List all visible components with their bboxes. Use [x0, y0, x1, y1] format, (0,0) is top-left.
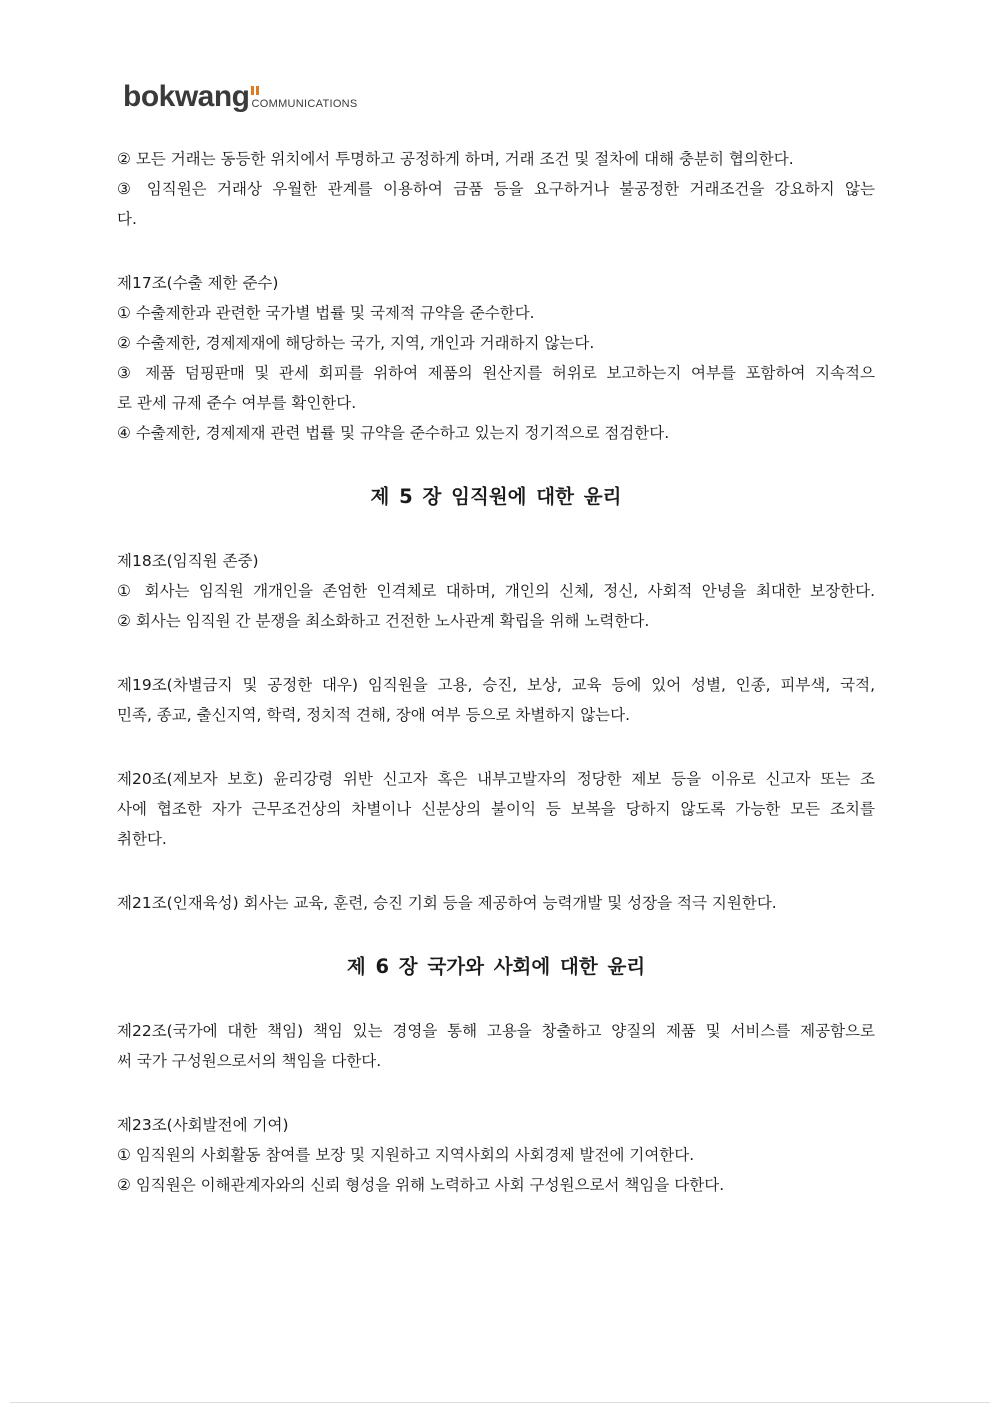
paragraph-gap [117, 854, 875, 888]
paragraph-gap [117, 730, 875, 764]
company-logo [123, 72, 358, 112]
text-line: 제22조(국가에 대한 책임) 책임 있는 경영을 통해 고용을 창출하고 양질의 제품 및 서비스를 제공함으로 [117, 1022, 875, 1040]
paragraph-gap [117, 1076, 875, 1110]
text-line: 제17조(수출 제한 준수) [117, 274, 279, 292]
text-line: ② 모든 거래는 동등한 위치에서 투명하고 공정하게 하며, 거래 조건 및 절차에 대해 충분히 협의한다. [117, 150, 794, 168]
text-line: 제20조(제보자 보호) 윤리강령 위반 신고자 혹은 내부고발자의 정당한 제보 등을 이유로 신고자 또는 조 [117, 770, 875, 788]
text-line: 제21조(인재육성) 회사는 교육, 훈련, 승진 기회 등을 제공하여 능력개발 및 성장을 적극 지원한다. [117, 894, 777, 912]
text-line: 민족, 종교, 출신지역, 학력, 정치적 견해, 장애 여부 등으로 차별하지 않는다. [117, 706, 631, 724]
document-body [117, 144, 875, 1200]
text-line: 제23조(사회발전에 기여) [117, 1116, 289, 1134]
page-bottom-rule [10, 1402, 990, 1403]
text-line: ② 수출제한, 경제제재에 해당하는 국가, 지역, 개인과 거래하지 않는다. [117, 334, 595, 352]
text-line: ① 회사는 임직원 개개인을 존엄한 인격체로 대하며, 개인의 신체, 정신, 사회적 안녕을 최대한 보장한다. [117, 582, 875, 600]
text-line: 취한다. [117, 830, 167, 848]
text-line: 로 관세 규제 준수 여부를 확인한다. [117, 394, 357, 412]
logo-subtitle: COMMUNICATIONS [251, 98, 358, 110]
text-line: ① 임직원의 사회활동 참여를 보장 및 지원하고 지역사회의 사회경제 발전에 기여한다. [117, 1146, 695, 1164]
chapter-heading: 제 5 장 임직원에 대한 윤리 [370, 485, 622, 508]
text-line: 제19조(차별금지 및 공정한 대우) 임직원을 고용, 승진, 보상, 교육 등에 있어 성별, 인종, 피부색, 국적, [117, 676, 875, 694]
text-line: ③ 임직원은 거래상 우월한 관계를 이용하여 금품 등을 요구하거나 불공정한 거래조건을 강요하지 않는 [117, 180, 875, 198]
text-line: 다. [117, 210, 137, 228]
text-line: ③ 제품 덤핑판매 및 관세 회피를 위하여 제품의 원산지를 허위로 보고하는지 여부를 포함하여 지속적으 [117, 364, 875, 382]
text-line: ② 회사는 임직원 간 분쟁을 최소화하고 건전한 노사관계 확립을 위해 노력한다. [117, 612, 650, 630]
text-line: 사에 협조한 자가 근무조건상의 차별이나 신분상의 불이익 등 보복을 당하지 않도록 가능한 모든 조치를 [117, 800, 875, 818]
text-line: ② 임직원은 이해관계자와의 신뢰 형성을 위해 노력하고 사회 구성원으로서 책임을 다한다. [117, 1176, 725, 1194]
logo-wordmark: bokwang [123, 80, 250, 113]
text-line: 제18조(임직원 존중) [117, 552, 259, 570]
paragraph-gap [117, 234, 875, 268]
text-line: 써 국가 구성원으로서의 책임을 다한다. [117, 1052, 382, 1070]
chapter-heading: 제 6 장 국가와 사회에 대한 윤리 [346, 955, 646, 978]
paragraph-gap [117, 636, 875, 670]
logo-accent-marks [251, 86, 259, 95]
text-line: ① 수출제한과 관련한 국가별 법률 및 국제적 규약을 준수한다. [117, 304, 535, 322]
text-line: ④ 수출제한, 경제제재 관련 법률 및 규약을 준수하고 있는지 정기적으로 점검한다. [117, 424, 670, 442]
